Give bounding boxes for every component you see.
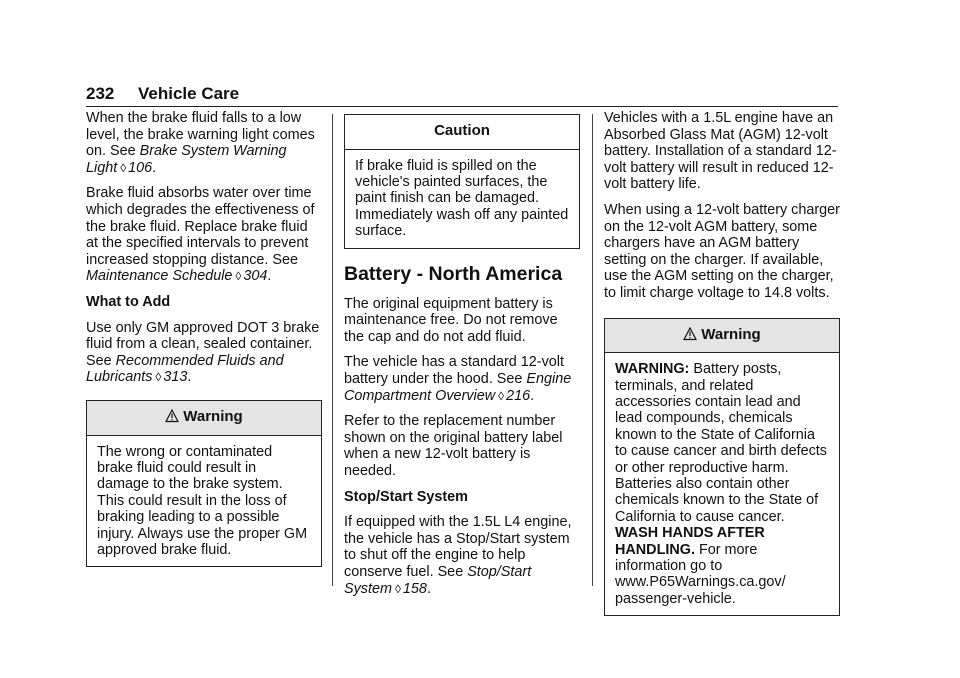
page-reference[interactable]: 304 xyxy=(243,268,268,285)
warning-body: WARNING: Battery posts, terminals, and related accessories contain lead and lead compounds, chemicals known to the State of California to cause cancer and birth defects or other reproductive harm. Batteries also contain other chemicals known to the State of California to cause cancer. WASH HANDS AFTER HANDLING. For more information go to www.P65Warnings.ca.gov/ passenger-vehicle. xyxy=(615,361,827,607)
paragraph: Brake fluid absorbs water over time which degrades the effectiveness of the brake fluid. Replace brake fluid at the specified intervals to prevent increased stopping distance. See Maintenance Schedule ◊ 304. xyxy=(86,185,315,285)
page-number: 232 xyxy=(86,84,115,103)
paragraph: If equipped with the 1.5L L4 engine, the vehicle has a Stop/Start system to shut off the engine to help conserve fuel. See Stop/Start System ◊ 158. xyxy=(344,514,572,597)
page-reference[interactable]: 313 xyxy=(163,369,188,386)
cross-reference-link[interactable]: Maintenance Schedule xyxy=(86,268,233,285)
warning-triangle-icon xyxy=(165,409,179,423)
column-left xyxy=(86,110,322,577)
paragraph: When the brake fluid falls to a low level, the brake warning light comes on. See Brake System Warning Light ◊ 106. xyxy=(86,110,315,176)
page-reference[interactable]: 158 xyxy=(402,580,427,597)
header-rule xyxy=(86,106,838,107)
caution-header: Caution xyxy=(345,115,579,150)
subheading: What to Add xyxy=(86,293,171,310)
warning-box xyxy=(86,400,322,567)
column-divider xyxy=(332,114,333,586)
paragraph: The original equipment battery is maintenance free. Do not remove the cap and do not add fluid. xyxy=(344,295,558,345)
cross-reference-link[interactable]: Recommended Fluids and Lubricants xyxy=(86,352,284,386)
caution-box xyxy=(344,114,580,249)
column-right xyxy=(604,110,840,626)
column-middle xyxy=(344,110,580,606)
subheading: Stop/Start System xyxy=(344,488,468,505)
page-reference[interactable]: 216 xyxy=(506,387,531,404)
warning-lead: WARNING: xyxy=(615,361,690,378)
paragraph: The vehicle has a standard 12-volt battery under the hood. See Engine Compartment Overview ◊ 216. xyxy=(344,354,572,404)
cross-reference-link[interactable]: Brake System Warning Light xyxy=(86,143,287,176)
warning-emphasis: WASH HANDS AFTER HANDLING. xyxy=(615,525,765,558)
warning-title: Warning xyxy=(183,407,243,425)
warning-body: The wrong or contaminated brake fluid could result in damage to the brake system. This could result in the loss of braking leading to a possible injury. Always use the proper GM approved brake fluid. xyxy=(97,443,308,558)
column-divider xyxy=(592,114,593,586)
cross-reference-link[interactable]: Stop/Start System xyxy=(344,563,532,597)
section-heading: Battery - North America xyxy=(344,262,563,285)
page-reference-arrow-icon: ◊ xyxy=(498,388,505,403)
paragraph: Vehicles with a 1.5L engine have an Absorbed Glass Mat (AGM) 12-volt battery. Installation of a standard 12-volt battery will result in reduced 12-volt battery life. xyxy=(604,110,837,193)
page-reference-arrow-icon: ◊ xyxy=(155,370,162,385)
paragraph: Use only GM approved DOT 3 brake fluid from a clean, sealed container. See Recommended Fluids and Lubricants ◊ 313. xyxy=(86,319,320,386)
warning-triangle-icon xyxy=(683,327,697,341)
paragraph: When using a 12-volt battery charger on the 12-volt AGM battery, some chargers have an AGM battery setting on the charger. If available, use the AGM setting on the charger, to limit charge voltage to 14.8 volts. xyxy=(604,201,840,301)
warning-header xyxy=(605,319,839,354)
warning-box xyxy=(604,318,840,617)
warning-header xyxy=(87,401,321,436)
paragraph: Refer to the replacement number shown on the original battery label when a new 12-volt battery is needed. xyxy=(344,413,563,479)
section-title: Vehicle Care xyxy=(138,84,240,103)
page-header xyxy=(86,84,838,106)
page-reference-arrow-icon: ◊ xyxy=(120,160,127,175)
cross-reference-link[interactable]: Engine Compartment Overview xyxy=(344,371,572,404)
page-reference-arrow-icon: ◊ xyxy=(394,581,401,596)
page-reference-arrow-icon: ◊ xyxy=(235,269,242,284)
page-reference[interactable]: 106 xyxy=(128,159,153,176)
caution-body: If brake fluid is spilled on the vehicle's painted surfaces, the paint finish can be damaged. Immediately wash off any painted surface. xyxy=(355,157,569,240)
warning-title: Warning xyxy=(701,325,761,343)
